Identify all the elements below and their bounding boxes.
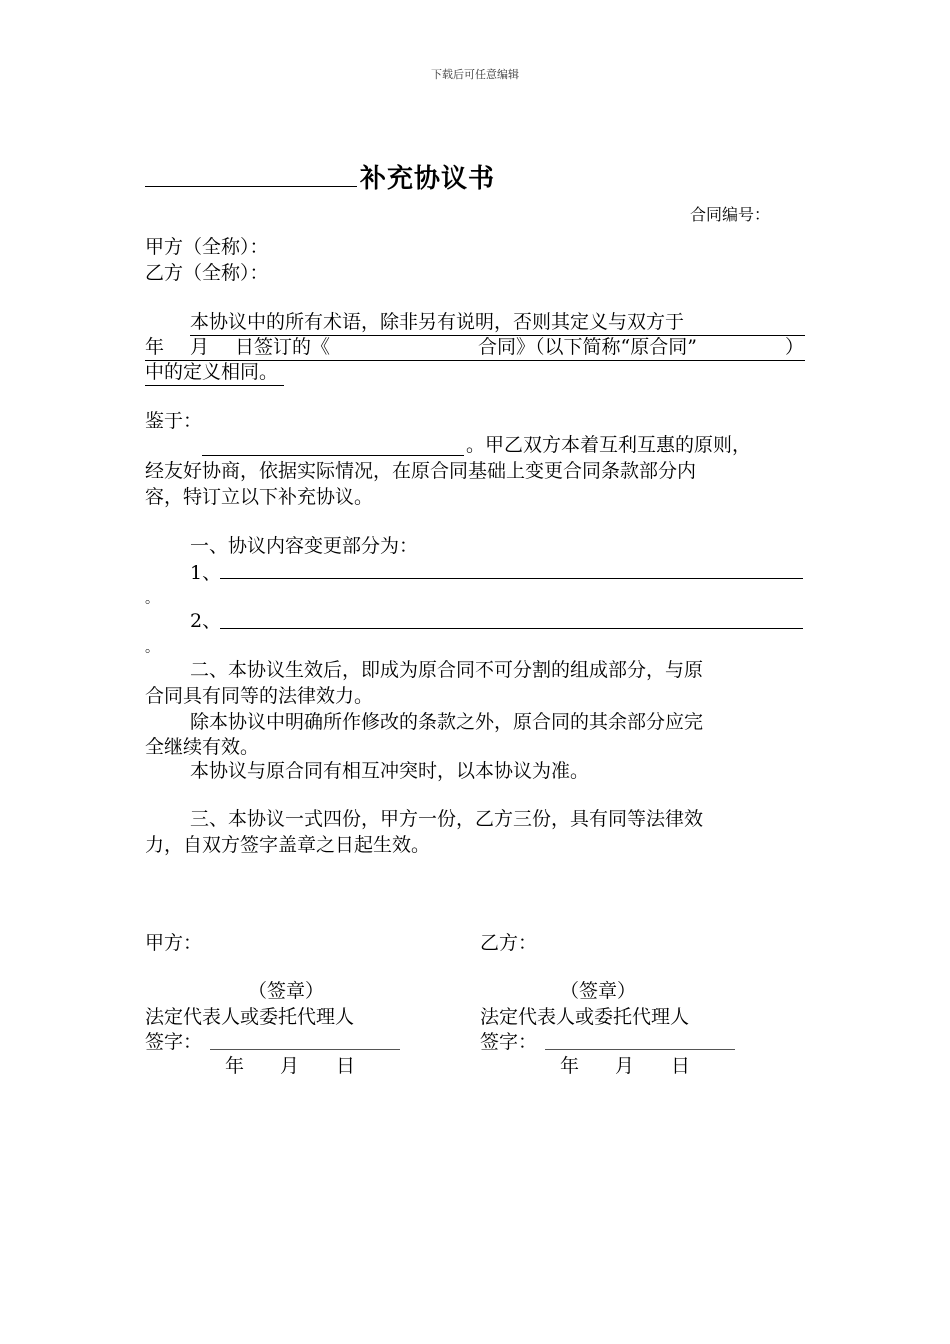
intro-line-1: 本协议中的所有术语，除非另有说明，否则其定义与双方于 [190, 309, 805, 336]
party-b-fullname: 乙方（全称）： [145, 262, 269, 284]
party-b-day: 日 [671, 1055, 691, 1077]
party-a-seal: （签章） [248, 980, 325, 1002]
section3-line-2: 力，自双方签字盖章之日起生效。 [145, 834, 431, 856]
section2-line-3: 除本协议中明确所作修改的条款之外，原合同的其余部分应完 [190, 711, 704, 733]
intro-day-signed: 日签订的《 [235, 336, 331, 358]
section1-item-1: 1、 [190, 562, 222, 584]
party-b-month: 月 [615, 1055, 635, 1077]
intro-year: 年 [145, 336, 165, 358]
whereas-label: 鉴于： [145, 410, 203, 432]
whereas-line-3: 容，特订立以下补充协议。 [145, 486, 374, 508]
whereas-line-1: 。甲乙双方本着互利互惠的原则， [466, 434, 752, 456]
party-b-sign-line [545, 1049, 735, 1050]
section2-line-1: 二、本协议生效后，即成为原合同不可分割的组成部分，与原 [190, 659, 704, 681]
header-note: 下载后可任意编辑 [431, 68, 519, 81]
document-title: 补充协议书 [360, 164, 496, 194]
section2-line-2: 合同具有同等的法律效力。 [145, 685, 374, 707]
whereas-blank [202, 455, 464, 456]
sign-party-b: 乙方： [480, 932, 538, 954]
party-a-fullname: 甲方（全称）： [145, 236, 269, 258]
section3-line-1: 三、本协议一式四份，甲方一份，乙方三份，具有同等法律效 [190, 808, 704, 830]
section2-line-4: 全继续有效。 [145, 736, 260, 758]
section1-heading: 一、协议内容变更部分为： [190, 535, 419, 557]
party-b-rep: 法定代表人或委托代理人 [480, 1006, 690, 1028]
section2-line-5: 本协议与原合同有相互冲突时，以本协议为准。 [190, 760, 590, 782]
party-a-year: 年 [225, 1055, 245, 1077]
party-b-year: 年 [560, 1055, 580, 1077]
party-a-month: 月 [280, 1055, 300, 1077]
party-a-sign-line [210, 1049, 400, 1050]
party-b-sign-label: 签字： [480, 1031, 538, 1053]
party-b-seal: （签章） [560, 980, 637, 1002]
item1-period: 。 [145, 591, 159, 607]
item2-period: 。 [145, 640, 159, 656]
party-a-rep: 法定代表人或委托代理人 [145, 1006, 355, 1028]
intro-contract-name: 合同》（以下简称“原合同” [478, 336, 697, 358]
section1-item-2: 2、 [190, 610, 222, 632]
intro-paren-end: ） [785, 336, 805, 358]
title-blank-line [145, 186, 357, 187]
sign-party-a: 甲方： [145, 932, 203, 954]
intro-line-2 [145, 334, 805, 361]
intro-month: 月 [190, 336, 210, 358]
contract-number-label: 合同编号： [690, 205, 771, 224]
item2-blank-line [220, 628, 803, 629]
party-a-day: 日 [336, 1055, 356, 1077]
whereas-line-2: 经友好协商，依据实际情况，在原合同基础上变更合同条款部分内 [145, 460, 697, 482]
item1-blank-line [220, 578, 803, 579]
intro-line-3: 中的定义相同。 [145, 359, 284, 386]
party-a-sign-label: 签字： [145, 1031, 203, 1053]
